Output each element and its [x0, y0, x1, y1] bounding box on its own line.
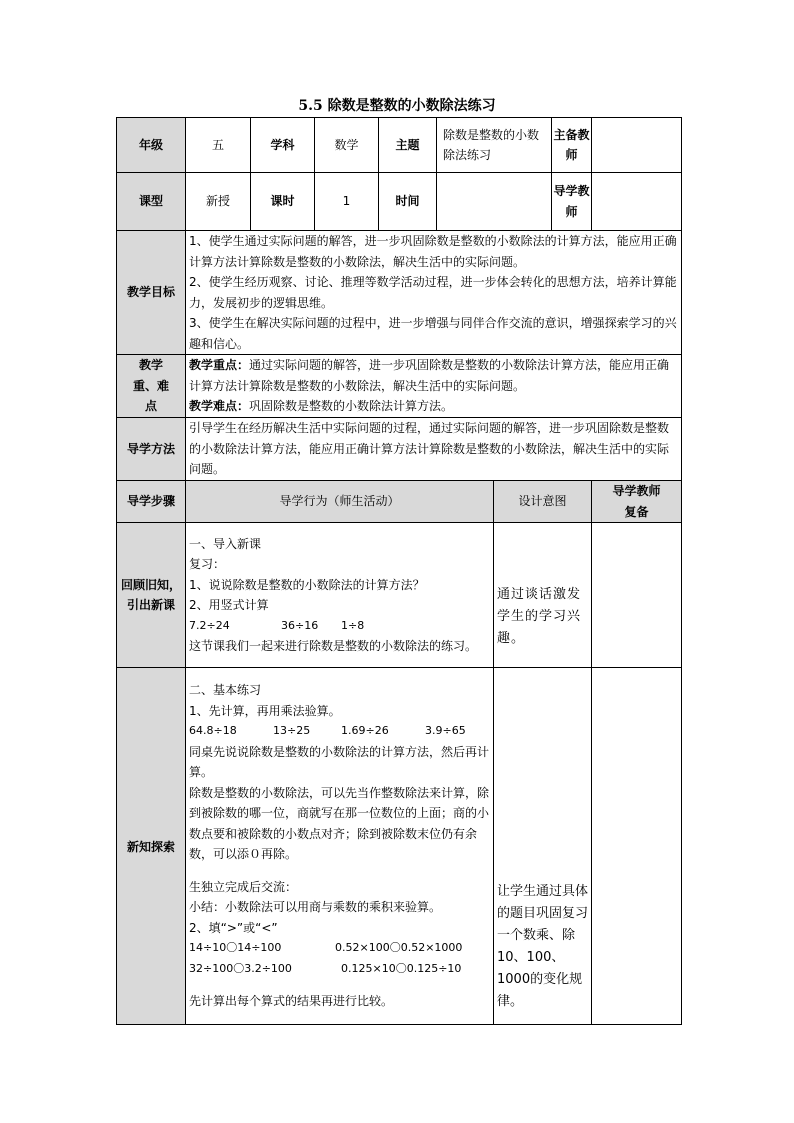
step1-line: 一、导入新课: [189, 536, 262, 551]
steps-header-row: [117, 481, 682, 523]
step2-para: 生独立完成后交流：: [189, 879, 298, 894]
document-title: 5.5 除数是整数的小数除法练习: [298, 98, 496, 114]
key-points-content: [186, 355, 682, 418]
time-value: [437, 173, 552, 231]
lesson-type-value: 新授: [186, 173, 251, 231]
compare-row: [189, 959, 490, 980]
key-points-label: 教学重、难点: [117, 355, 186, 418]
spacer: [189, 979, 490, 991]
difficulty-text: [189, 396, 678, 417]
compare-item: 14÷10〇14÷100: [189, 941, 282, 955]
review-header: 导学教师复备: [592, 481, 682, 523]
objectives-label: 教学目标: [117, 231, 186, 355]
objective-item: 2、使学生经历观察、讨论、推理等数学活动过程，进一步体会转化的思想方法，培养计算能力，发展初步的逻辑思维。: [189, 275, 677, 310]
method-row: [117, 418, 682, 481]
subject-value: 数学: [315, 118, 379, 173]
focus-text: [189, 355, 678, 396]
step2-label: 新知探索: [117, 668, 186, 1025]
step2-line: 二、基本练习: [189, 683, 262, 698]
exercise: 1÷8: [341, 618, 365, 632]
info-row-1: [117, 118, 682, 173]
exercise: 1.69÷26: [341, 724, 389, 738]
step2-review: [592, 668, 682, 1025]
grade-label: 年级: [117, 118, 186, 173]
step1-exercises: [189, 616, 490, 637]
compare-item: 0.52×100〇0.52×1000: [335, 941, 463, 955]
lead-teacher-value: [592, 118, 682, 173]
step2-intent: [494, 668, 592, 1025]
step2-exercises: [189, 721, 490, 742]
difficulty-label: 教学难点：: [189, 399, 250, 414]
method-label: 导学方法: [117, 418, 186, 481]
objective-item: 3、使学生在解决实际问题的过程中，进一步增强与同伴合作交流的意识，增强探索学习的兴趣和信心。: [189, 316, 677, 351]
step2-row: [117, 668, 682, 1025]
topic-value: 除数是整数的小数除法练习: [437, 118, 552, 173]
step1-line: 2、用竖式计算: [189, 598, 269, 612]
step1-row: [117, 523, 682, 668]
grade-value: 五: [186, 118, 251, 173]
step1-closing: 这节课我们一起来进行除数是整数的小数除法的练习。: [189, 639, 478, 653]
step2-intent-text: 让学生通过具体的题目巩固复习一个数乘、除10、100、1000的变化规律。: [497, 884, 589, 1009]
period-label: 课时: [251, 173, 315, 231]
spacer: [189, 865, 490, 877]
guide-teacher-label: 导学教师: [552, 173, 592, 231]
step-header: 导学步骤: [117, 481, 186, 523]
exercise: 3.9÷65: [425, 724, 466, 738]
objectives-content: [186, 231, 682, 355]
step2-line: 1、先计算，再用乘法验算。: [189, 703, 341, 718]
objective-item: 1、使学生通过实际问题的解答，进一步巩固除数是整数的小数除法的计算方法，能应用正确计算方法计算除数是整数的小数除法，解决生活中的实际问题。: [189, 234, 677, 269]
step1-intent: [494, 523, 592, 668]
key-points-row: [117, 355, 682, 418]
period-value: 1: [315, 173, 379, 231]
exercise: 36÷16: [281, 618, 319, 632]
step1-review: [592, 523, 682, 668]
activity-header: 导学行为（师生活动）: [186, 481, 494, 523]
subject-label: 学科: [251, 118, 315, 173]
step1-intent-text: 通过谈话激发学生的学习兴趣。: [497, 587, 582, 646]
objectives-row: [117, 231, 682, 355]
step1-line: 复习：: [189, 557, 226, 571]
step2-para: 先计算出每个算式的结果再进行比较。: [189, 994, 394, 1009]
guide-teacher-value: [592, 173, 682, 231]
info-row-2: [117, 173, 682, 231]
compare-item: 32÷100〇3.2÷100: [189, 961, 292, 975]
step1-label: 回顾旧知，引出新课: [117, 523, 186, 668]
exercise: 64.8÷18: [189, 724, 237, 738]
lesson-type-label: 课型: [117, 173, 186, 231]
difficulty-body: 巩固除数是整数的小数除法计算方法。: [249, 399, 454, 414]
compare-item: 0.125×10〇0.125÷10: [341, 961, 462, 975]
step2-activity: [186, 668, 494, 1025]
compare-row: [189, 938, 490, 959]
intent-header: 设计意图: [494, 481, 592, 523]
lead-teacher-label: 主备教师: [552, 118, 592, 173]
method-content: 引导学生在经历解决生活中实际问题的过程，通过实际问题的解答，进一步巩固除数是整数的小数除法计算方法，能应用正确计算方法计算除数是整数的小数除法，解决生活中的实际问题。: [186, 418, 682, 481]
step2-para: 除数是整数的小数除法，可以先当作整数除法来计算，除到被除数的哪一位，商就写在那一位数位的上面；商的小数点要和被除数的小数点对齐；除到被除数末位仍有余数，可以添０再除。: [189, 785, 490, 862]
topic-label: 主题: [379, 118, 437, 173]
step2-para: 小结：小数除法可以用商与乘数的乘积来验算。: [189, 900, 442, 915]
step1-line: 1、说说除数是整数的小数除法的计算方法？: [189, 577, 425, 592]
lesson-plan-table: [116, 117, 682, 1025]
step2-para: 2、填“>”或“<”: [189, 920, 278, 935]
time-label: 时间: [379, 173, 437, 231]
step1-activity: [186, 523, 494, 668]
exercise: 7.2÷24: [189, 618, 230, 632]
focus-label: 教学重点：: [189, 358, 250, 373]
focus-body: 通过实际问题的解答，进一步巩固除数是整数的小数除法计算方法，能应用正确计算方法计算除数是整数的小数除法，解决生活中的实际问题。: [189, 358, 670, 393]
exercise: 13÷25: [273, 724, 311, 738]
step2-para: 同桌先说说除数是整数的小数除法的计算方法，然后再计算。: [189, 744, 490, 780]
